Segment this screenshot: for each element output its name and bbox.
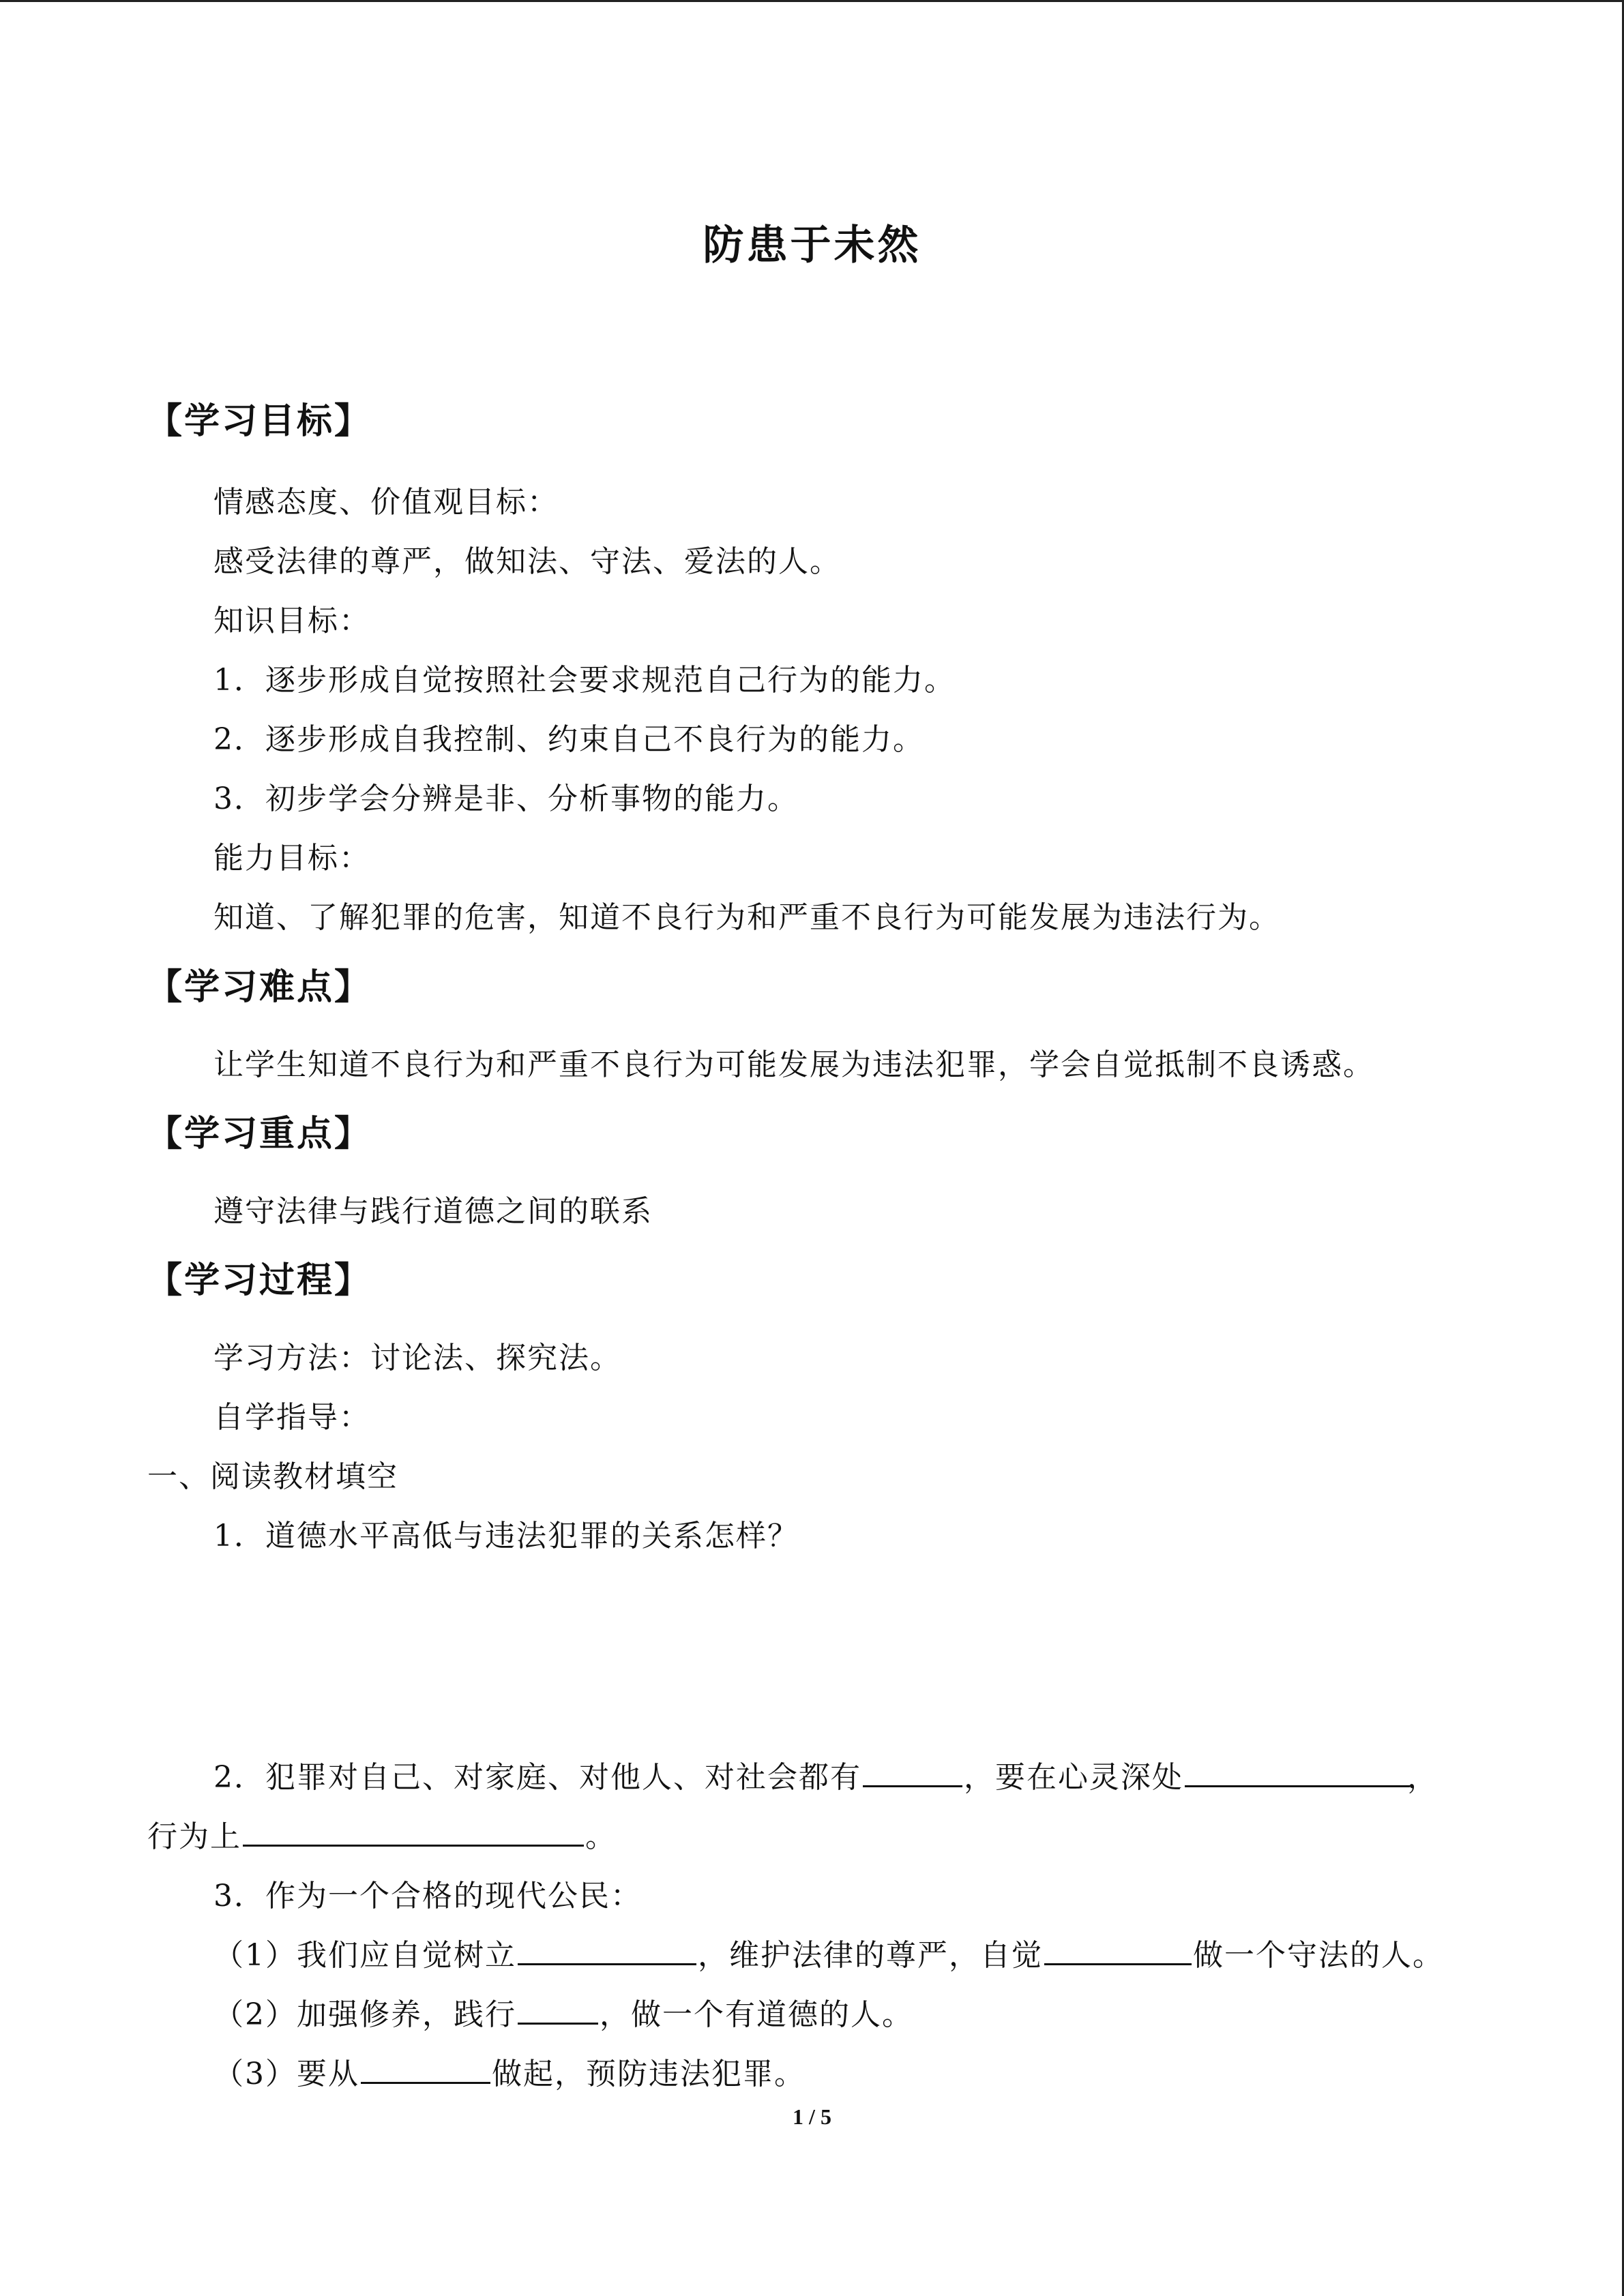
goal-line: 知识目标： xyxy=(213,603,370,638)
focus-line: 遵守法律与践行道德之间的联系 xyxy=(213,1194,653,1229)
heading-learning-focus: 【学习重点】 xyxy=(147,1114,372,1154)
blank-heart[interactable] xyxy=(1185,1755,1410,1787)
goal-line: 3．初步学会分辨是非、分析事物的能力。 xyxy=(213,781,799,816)
question-3-1: （1）我们应自觉树立 ，维护法律的尊严，自觉 做一个守法的人。 xyxy=(213,1930,1444,1974)
question-2: 2．犯罪对自己、对家庭、对他人、对社会都有 ，要在心灵深处 ， xyxy=(213,1753,1443,1796)
goal-line: 2．逐步形成自我控制、约束自己不良行为的能力。 xyxy=(213,722,924,757)
process-method: 学习方法：讨论法、探究法。 xyxy=(213,1341,621,1375)
blank-start-from[interactable] xyxy=(361,2052,490,2084)
question-3: 3．作为一个合格的现代公民： xyxy=(213,1879,642,1913)
goal-line: 能力目标： xyxy=(213,841,370,876)
blank-practice[interactable] xyxy=(518,1993,598,2025)
question-1: 1．道德水平高低与违法犯罪的关系怎样？ xyxy=(213,1519,799,1553)
goal-line: 情感态度、价值观目标： xyxy=(213,485,559,520)
part-one-title: 一、阅读教材填空 xyxy=(147,1459,398,1494)
goal-line: 1．逐步形成自觉按照社会要求规范自己行为的能力。 xyxy=(213,663,956,698)
blank-behavior[interactable] xyxy=(243,1815,584,1847)
question-2-cont: 行为上 。 xyxy=(147,1812,617,1855)
blank-awareness[interactable] xyxy=(518,1933,696,1965)
difficulty-line: 让学生知道不良行为和严重不良行为可能发展为违法犯罪，学会自觉抵制不良诱惑。 xyxy=(213,1047,1374,1082)
page-number: 1 / 5 xyxy=(793,2104,831,2129)
question-3-3: （3）要从 做起，预防违法犯罪。 xyxy=(213,2049,806,2093)
blank-harm[interactable] xyxy=(863,1755,962,1787)
goal-line: 知道、了解犯罪的危害，知道不良行为和严重不良行为可能发展为违法行为。 xyxy=(213,900,1280,935)
heading-learning-goals: 【学习目标】 xyxy=(147,401,372,442)
blank-consciously[interactable] xyxy=(1044,1933,1192,1965)
goal-line: 感受法律的尊严，做知法、守法、爱法的人。 xyxy=(213,544,841,579)
question-3-2: （2）加强修养，践行 ，做一个有道德的人。 xyxy=(213,1990,913,2033)
page-title: 防患于未然 xyxy=(703,222,921,269)
process-guide: 自学指导： xyxy=(213,1400,370,1435)
heading-learning-difficulty: 【学习难点】 xyxy=(147,967,372,1008)
heading-learning-process: 【学习过程】 xyxy=(147,1260,372,1301)
